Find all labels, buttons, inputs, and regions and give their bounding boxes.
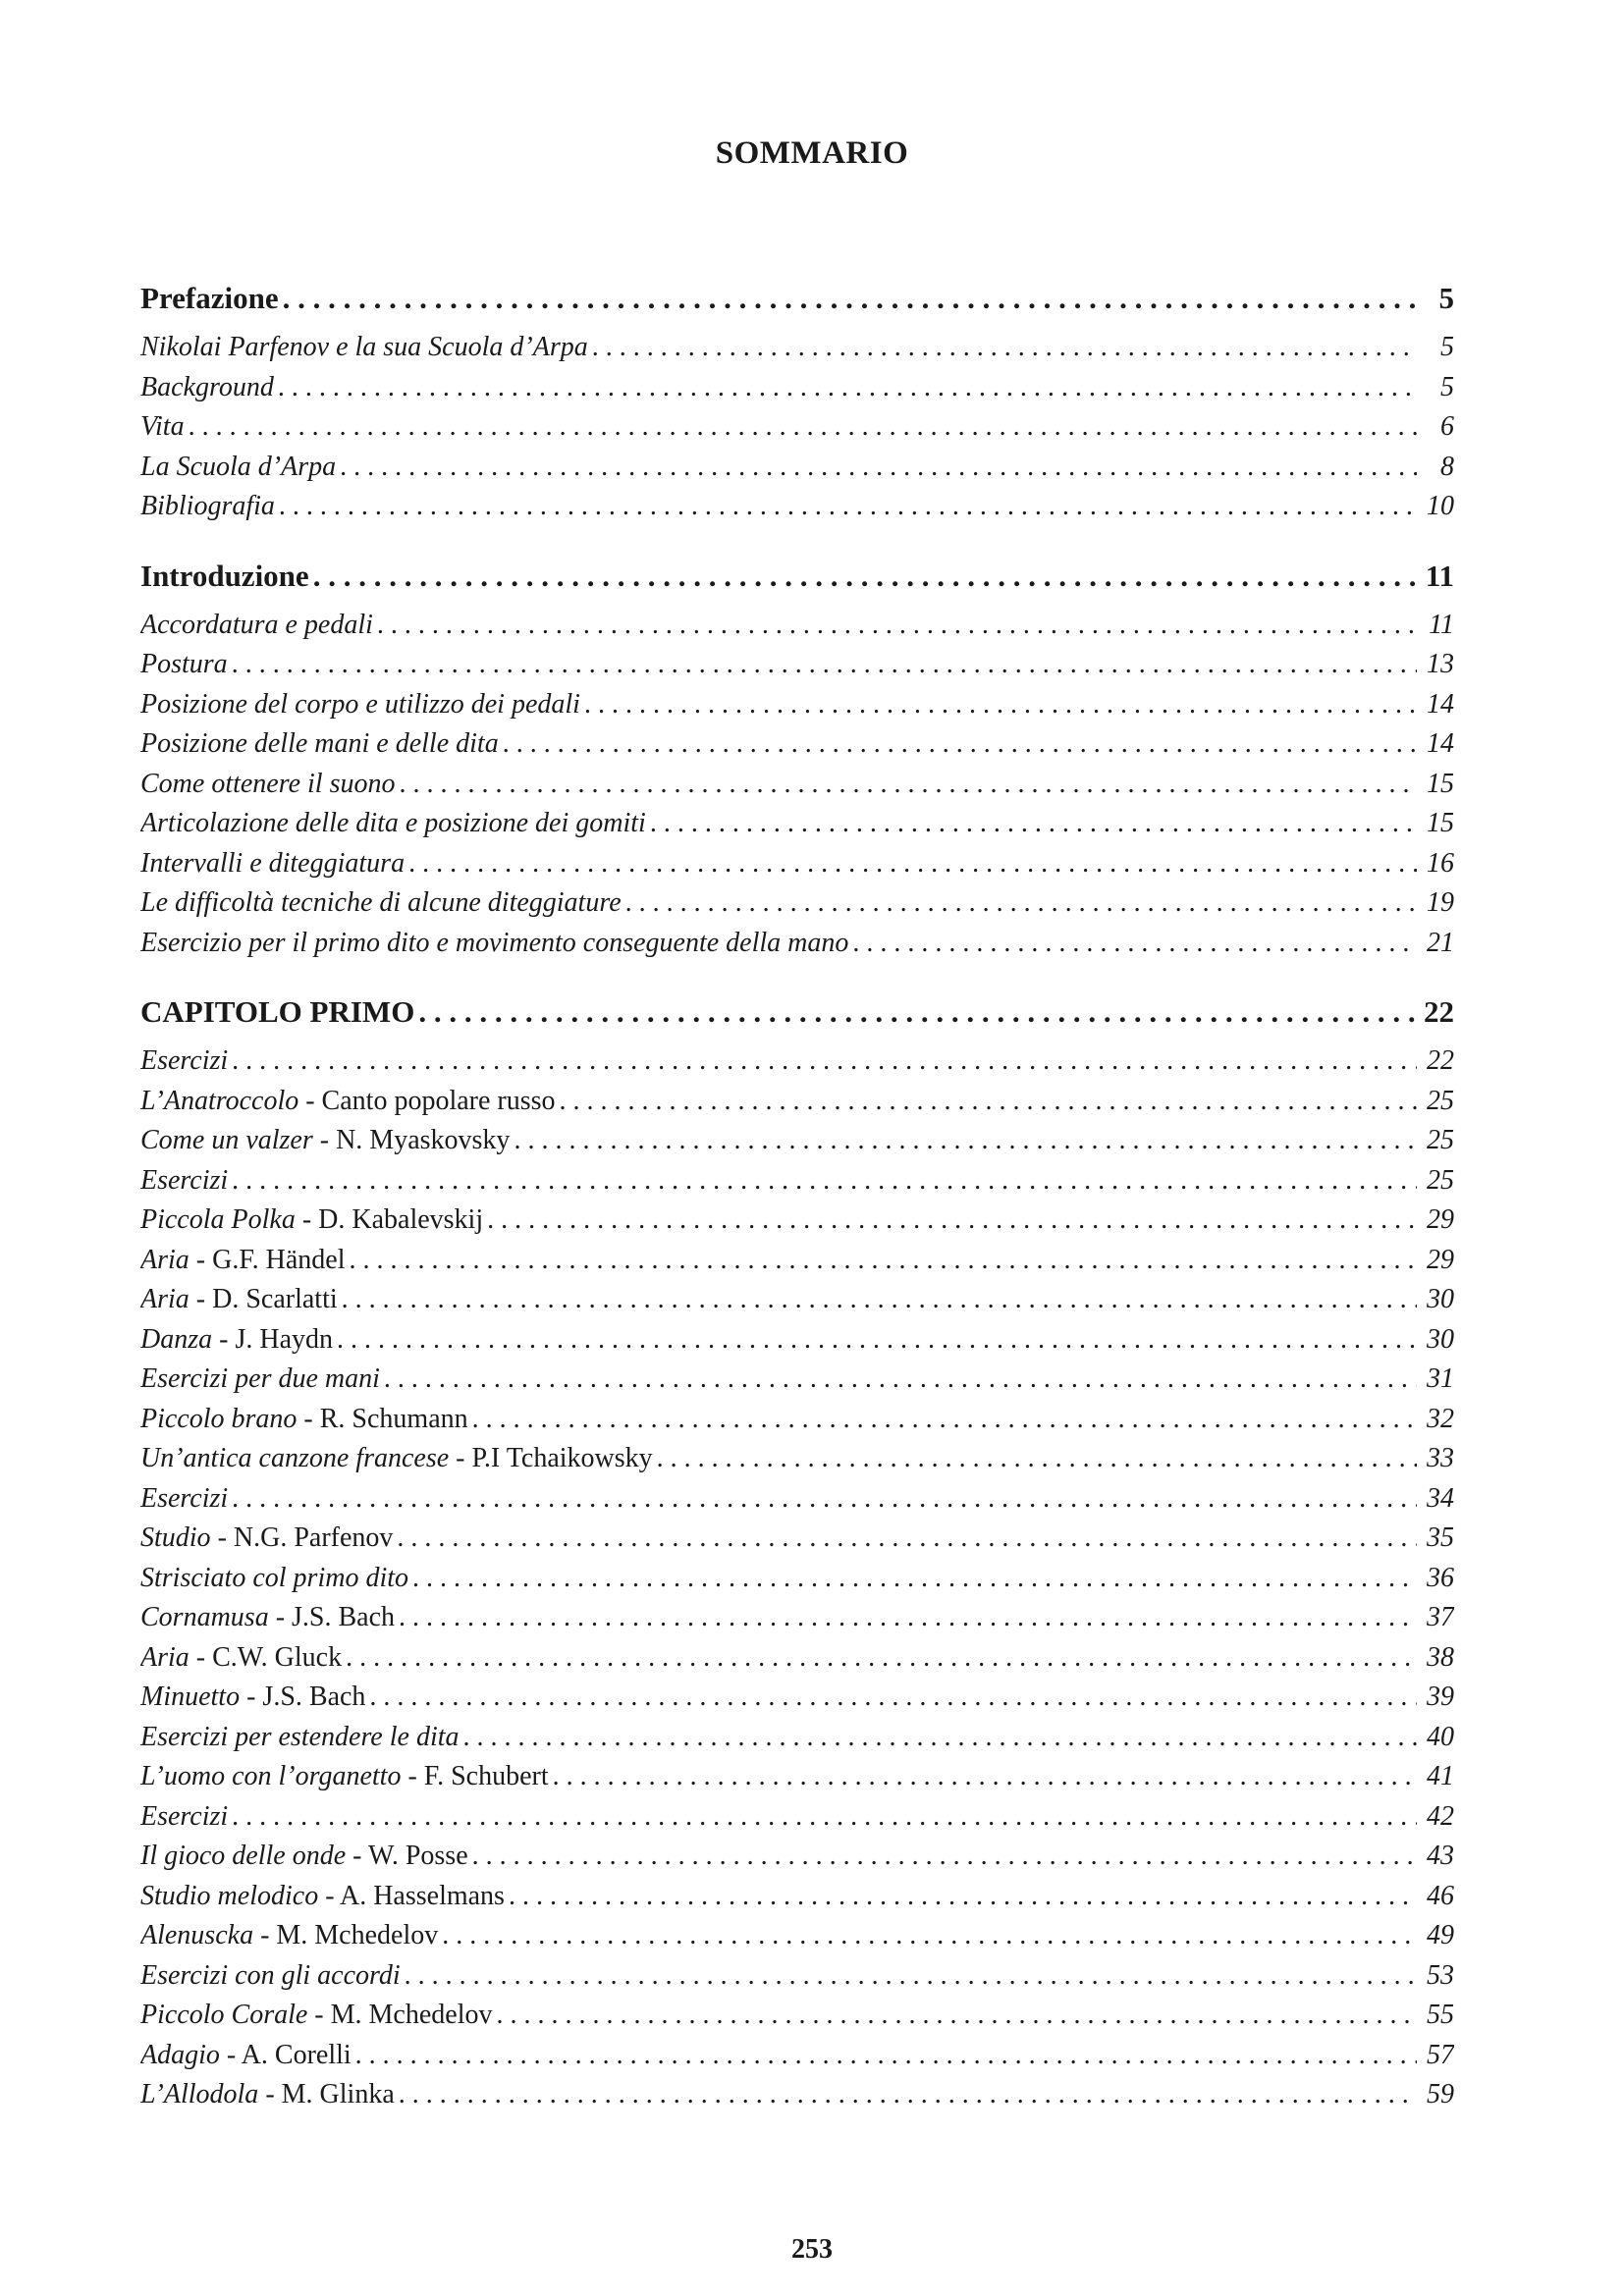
entry-label bbox=[140, 765, 395, 805]
entry-title: Esercizi bbox=[140, 1800, 229, 1832]
dot-leader bbox=[496, 1996, 1417, 2036]
toc-entry[interactable] bbox=[140, 1360, 1454, 1400]
toc-entry[interactable] bbox=[140, 1041, 1454, 1082]
toc-entry[interactable] bbox=[140, 804, 1454, 844]
entry-page-number: 19 bbox=[1427, 887, 1454, 918]
toc-section-heading[interactable] bbox=[140, 553, 1454, 600]
entry-author: - M. Glinka bbox=[258, 2079, 395, 2109]
entry-author: - D. Scarlatti bbox=[189, 1284, 338, 1314]
entry-page-number: 15 bbox=[1427, 768, 1454, 799]
toc-entry[interactable] bbox=[140, 1241, 1454, 1281]
entry-label bbox=[140, 1877, 505, 1917]
entry-page-number: 39 bbox=[1427, 1682, 1454, 1712]
toc-entry[interactable] bbox=[140, 1121, 1454, 1161]
dot-leader bbox=[399, 1598, 1417, 1638]
dot-leader bbox=[279, 487, 1417, 527]
entry-title: Background bbox=[140, 371, 274, 402]
toc-entry[interactable] bbox=[140, 1797, 1454, 1838]
entry-author: - D. Kabalevskij bbox=[295, 1204, 484, 1235]
dot-leader bbox=[408, 844, 1417, 884]
dot-leader bbox=[232, 1479, 1417, 1520]
entry-author: - M. Mchedelov bbox=[253, 1920, 439, 1950]
toc-entry[interactable] bbox=[140, 1439, 1454, 1479]
dot-leader bbox=[657, 1439, 1417, 1479]
toc-entry[interactable] bbox=[140, 1718, 1454, 1758]
entry-title: Le difficoltà tecniche di alcune diteggiature bbox=[140, 887, 622, 918]
entry-label bbox=[140, 1598, 395, 1638]
entry-page-number: 5 bbox=[1440, 371, 1454, 402]
toc-entry[interactable] bbox=[140, 1996, 1454, 2036]
entry-title: Cornamusa bbox=[140, 1602, 269, 1632]
entry-label bbox=[140, 1041, 228, 1082]
entry-page-number: 15 bbox=[1427, 808, 1454, 838]
entry-label bbox=[140, 1678, 365, 1718]
dot-leader bbox=[852, 924, 1417, 964]
entry-page-number: 38 bbox=[1427, 1641, 1454, 1673]
entry-label bbox=[140, 645, 228, 685]
entry-page-number: 37 bbox=[1427, 1602, 1454, 1632]
dot-leader bbox=[592, 328, 1417, 368]
toc-entry[interactable] bbox=[140, 606, 1454, 646]
dot-leader bbox=[232, 1041, 1417, 1082]
dot-leader bbox=[463, 1718, 1417, 1758]
entry-label bbox=[140, 1559, 408, 1599]
toc-entry[interactable] bbox=[140, 1837, 1454, 1877]
dot-leader bbox=[278, 368, 1417, 408]
dot-leader bbox=[405, 1956, 1417, 1997]
dot-leader bbox=[412, 1559, 1417, 1599]
entry-page-number: 41 bbox=[1427, 1761, 1454, 1791]
dot-leader bbox=[232, 1161, 1417, 1201]
dot-leader bbox=[342, 1280, 1417, 1320]
entry-title: Vita bbox=[140, 411, 185, 442]
entry-page-number: 16 bbox=[1427, 847, 1454, 879]
entry-label bbox=[140, 804, 646, 844]
entry-title: Esercizi con gli accordi bbox=[140, 1959, 401, 1991]
entry-page-number: 43 bbox=[1427, 1841, 1454, 1871]
toc-entry[interactable] bbox=[140, 1559, 1454, 1599]
dot-leader bbox=[553, 1757, 1417, 1797]
entry-title: Come un valzer bbox=[140, 1125, 313, 1155]
entry-title: Piccola Polka bbox=[140, 1204, 296, 1235]
entry-page-number: 31 bbox=[1427, 1363, 1454, 1394]
toc-entry[interactable] bbox=[140, 1519, 1454, 1559]
dot-leader bbox=[472, 1837, 1417, 1877]
entry-label bbox=[140, 1201, 483, 1241]
dot-leader bbox=[337, 1320, 1417, 1361]
toc-entry[interactable] bbox=[140, 645, 1454, 685]
dot-leader bbox=[487, 1201, 1417, 1241]
entry-page-number: 46 bbox=[1427, 1880, 1454, 1911]
entry-label bbox=[140, 685, 580, 725]
entry-page-number: 6 bbox=[1440, 411, 1454, 442]
entry-page-number: 42 bbox=[1427, 1800, 1454, 1832]
entry-title: Piccolo Corale bbox=[140, 2000, 308, 2030]
entry-label bbox=[140, 1479, 228, 1520]
toc-entry[interactable] bbox=[140, 2036, 1454, 2076]
entry-title: Aria bbox=[140, 1244, 189, 1275]
entry-label bbox=[140, 1439, 653, 1479]
entry-author: - M. Mchedelov bbox=[307, 2000, 493, 2030]
entry-page-number: 35 bbox=[1427, 1522, 1454, 1553]
entry-page-number: 14 bbox=[1427, 728, 1454, 759]
entry-page-number: 14 bbox=[1427, 688, 1454, 720]
entry-title: La Scuola d’Arpa bbox=[140, 451, 337, 482]
entry-title: Piccolo brano bbox=[140, 1403, 298, 1434]
entry-page-number: 11 bbox=[1429, 609, 1454, 640]
dot-leader bbox=[350, 1241, 1417, 1281]
entry-title: Esercizi per estendere le dita bbox=[140, 1721, 460, 1752]
dot-leader bbox=[472, 1400, 1417, 1440]
toc-entry[interactable] bbox=[140, 685, 1454, 725]
entry-label bbox=[140, 2075, 395, 2115]
entry-title: Esercizio per il primo dito e movimento conseguente della mano bbox=[140, 927, 849, 958]
entry-page-number: 57 bbox=[1427, 2039, 1454, 2070]
toc-entry[interactable] bbox=[140, 1280, 1454, 1320]
entry-page-number: 30 bbox=[1427, 1284, 1454, 1314]
dot-leader bbox=[625, 883, 1417, 924]
entry-title: Adagio bbox=[140, 2039, 220, 2070]
entry-page-number: 36 bbox=[1427, 1562, 1454, 1593]
toc-entry[interactable] bbox=[140, 1678, 1454, 1718]
section-page-number: 5 bbox=[1438, 281, 1454, 315]
toc-entry[interactable] bbox=[140, 1320, 1454, 1361]
toc-entry[interactable] bbox=[140, 407, 1454, 448]
entry-author: - J. Haydn bbox=[212, 1323, 333, 1355]
entry-author: - J.S. Bach bbox=[240, 1682, 366, 1712]
toc-entry[interactable] bbox=[140, 487, 1454, 527]
entry-title: Posizione delle mani e delle dita bbox=[140, 728, 499, 759]
entry-page-number: 55 bbox=[1427, 2000, 1454, 2030]
entry-label bbox=[140, 1916, 438, 1956]
dot-leader bbox=[650, 804, 1417, 844]
dot-leader bbox=[399, 2075, 1417, 2115]
entry-page-number: 53 bbox=[1427, 1959, 1454, 1991]
dot-leader bbox=[377, 606, 1417, 646]
entry-label bbox=[140, 1320, 333, 1361]
entry-title: Nikolai Parfenov e la sua Scuola d’Arpa bbox=[140, 332, 588, 362]
entry-page-number: 34 bbox=[1427, 1482, 1454, 1514]
entry-title: Aria bbox=[140, 1641, 189, 1673]
entry-title: Esercizi per due mani bbox=[140, 1363, 380, 1394]
entry-page-number: 10 bbox=[1427, 491, 1454, 521]
entry-title: Studio bbox=[140, 1522, 211, 1553]
entry-title: Aria bbox=[140, 1284, 189, 1314]
entry-page-number: 5 bbox=[1440, 332, 1454, 362]
entry-label bbox=[140, 844, 405, 884]
entry-label bbox=[140, 1956, 401, 1997]
entry-page-number: 29 bbox=[1427, 1204, 1454, 1235]
page-number: 253 bbox=[791, 2234, 833, 2265]
entry-author: - A. Hasselmans bbox=[318, 1880, 505, 1911]
entry-title: Alenuscka bbox=[140, 1920, 254, 1950]
entry-title: Accordatura e pedali bbox=[140, 609, 373, 640]
toc-entry[interactable] bbox=[140, 1757, 1454, 1797]
section-heading-label: Introduzione bbox=[140, 558, 309, 593]
entry-author: - Canto popolare russo bbox=[298, 1085, 556, 1116]
entry-label bbox=[140, 1121, 510, 1161]
toc-section bbox=[140, 988, 1454, 2115]
dot-leader bbox=[442, 1916, 1417, 1956]
entry-author: - N. Myaskovsky bbox=[312, 1125, 511, 1155]
toc-section bbox=[140, 275, 1454, 527]
section-heading-label: Prefazione bbox=[140, 281, 279, 315]
entry-label bbox=[140, 883, 622, 924]
entry-page-number: 13 bbox=[1427, 649, 1454, 679]
entry-label bbox=[140, 1797, 228, 1838]
table-of-contents bbox=[140, 275, 1454, 2141]
entry-page-number: 49 bbox=[1427, 1920, 1454, 1950]
entry-author: - P.I Tchaikowsky bbox=[449, 1443, 653, 1473]
entry-title: L’uomo con l’organetto bbox=[140, 1761, 402, 1791]
entry-author: - R. Schumann bbox=[297, 1403, 468, 1434]
entry-label bbox=[140, 724, 499, 765]
entry-title: Il gioco delle onde bbox=[140, 1841, 347, 1871]
dot-leader bbox=[584, 685, 1417, 725]
entry-page-number: 40 bbox=[1427, 1721, 1454, 1752]
entry-page-number: 25 bbox=[1427, 1085, 1454, 1116]
entry-author: - C.W. Gluck bbox=[189, 1641, 343, 1673]
entry-page-number: 25 bbox=[1427, 1164, 1454, 1196]
dot-leader bbox=[560, 1082, 1417, 1122]
entry-title: Come ottenere il suono bbox=[140, 768, 396, 799]
entry-title: Studio melodico bbox=[140, 1880, 319, 1911]
entry-label bbox=[140, 1360, 380, 1400]
entry-title: Articolazione delle dita e posizione dei gomiti bbox=[140, 808, 646, 838]
dot-leader bbox=[340, 448, 1417, 488]
dot-leader bbox=[397, 1519, 1417, 1559]
entry-label bbox=[140, 1161, 228, 1201]
entry-page-number: 59 bbox=[1427, 2079, 1454, 2109]
entry-label bbox=[140, 1757, 549, 1797]
entry-title: Bibliografia bbox=[140, 491, 275, 521]
entry-title: Esercizi bbox=[140, 1482, 229, 1514]
entry-page-number: 22 bbox=[1427, 1045, 1454, 1076]
entry-label bbox=[140, 1996, 492, 2036]
entry-title: Un’antica canzone francese bbox=[140, 1443, 450, 1473]
entry-label bbox=[140, 1519, 393, 1559]
entry-page-number: 32 bbox=[1427, 1403, 1454, 1434]
toc-entry[interactable] bbox=[140, 883, 1454, 924]
toc-entry[interactable] bbox=[140, 368, 1454, 408]
dot-leader bbox=[189, 407, 1417, 448]
entry-label bbox=[140, 368, 274, 408]
toc-entry[interactable] bbox=[140, 328, 1454, 368]
entry-title: Intervalli e diteggiatura bbox=[140, 847, 406, 879]
entry-label bbox=[140, 1280, 338, 1320]
toc-section bbox=[140, 553, 1454, 964]
entry-page-number: 30 bbox=[1427, 1323, 1454, 1355]
entry-title: L’Anatroccolo bbox=[140, 1085, 299, 1116]
dot-leader bbox=[369, 1678, 1417, 1718]
toc-entry[interactable] bbox=[140, 1082, 1454, 1122]
entry-label bbox=[140, 487, 275, 527]
entry-label bbox=[140, 2036, 352, 2076]
entry-title: Esercizi bbox=[140, 1045, 229, 1076]
toc-entry[interactable] bbox=[140, 1598, 1454, 1638]
toc-section-heading[interactable] bbox=[140, 988, 1454, 1036]
dot-leader bbox=[355, 2036, 1417, 2076]
toc-entry[interactable] bbox=[140, 448, 1454, 488]
entry-title: Minuetto bbox=[140, 1682, 241, 1712]
toc-entry[interactable] bbox=[140, 765, 1454, 805]
entry-label bbox=[140, 1718, 460, 1758]
toc-entry[interactable] bbox=[140, 1161, 1454, 1201]
entry-title: Danza bbox=[140, 1323, 213, 1355]
entry-page-number: 33 bbox=[1427, 1443, 1454, 1473]
entry-label bbox=[140, 1837, 468, 1877]
entry-label bbox=[140, 1082, 556, 1122]
page-title: SOMMARIO bbox=[715, 135, 909, 171]
dot-leader bbox=[232, 645, 1417, 685]
entry-title: Posizione del corpo e utilizzo dei pedali bbox=[140, 688, 580, 720]
dot-leader bbox=[509, 1877, 1417, 1917]
entry-label bbox=[140, 448, 336, 488]
toc-entry[interactable] bbox=[140, 2075, 1454, 2115]
dot-leader bbox=[503, 724, 1417, 765]
dot-leader bbox=[384, 1360, 1417, 1400]
toc-entry[interactable] bbox=[140, 1956, 1454, 1997]
entry-label bbox=[140, 1638, 342, 1679]
dot-leader bbox=[232, 1797, 1417, 1838]
entry-author: - G.F. Händel bbox=[189, 1244, 346, 1275]
section-page-number: 22 bbox=[1424, 994, 1454, 1029]
entry-page-number: 8 bbox=[1440, 451, 1454, 482]
entry-page-number: 25 bbox=[1427, 1125, 1454, 1155]
toc-entry[interactable] bbox=[140, 1479, 1454, 1520]
toc-entry[interactable] bbox=[140, 844, 1454, 884]
toc-entry[interactable] bbox=[140, 1916, 1454, 1956]
toc-entry[interactable] bbox=[140, 724, 1454, 765]
entry-label bbox=[140, 1400, 468, 1440]
dot-leader bbox=[313, 553, 1417, 600]
toc-section-heading[interactable] bbox=[140, 275, 1454, 322]
entry-label bbox=[140, 407, 185, 448]
dot-leader bbox=[399, 765, 1417, 805]
entry-author: - F. Schubert bbox=[401, 1761, 549, 1791]
entry-title: Postura bbox=[140, 649, 228, 679]
entry-author: - N.G. Parfenov bbox=[210, 1522, 394, 1553]
toc-entry[interactable] bbox=[140, 924, 1454, 964]
entry-title: Strisciato col primo dito bbox=[140, 1562, 408, 1593]
dot-leader bbox=[346, 1638, 1417, 1679]
entry-label bbox=[140, 328, 588, 368]
section-heading-label: CAPITOLO PRIMO bbox=[140, 994, 415, 1029]
dot-leader bbox=[283, 275, 1417, 322]
entry-author: - A. Corelli bbox=[219, 2039, 352, 2070]
entry-page-number: 29 bbox=[1427, 1244, 1454, 1275]
dot-leader bbox=[418, 988, 1417, 1036]
toc-entry[interactable] bbox=[140, 1638, 1454, 1679]
dot-leader bbox=[514, 1121, 1417, 1161]
toc-entry[interactable] bbox=[140, 1877, 1454, 1917]
entry-label bbox=[140, 606, 373, 646]
section-page-number: 11 bbox=[1425, 558, 1454, 593]
entry-author: - J.S. Bach bbox=[268, 1602, 396, 1632]
toc-entry[interactable] bbox=[140, 1400, 1454, 1440]
toc-entry[interactable] bbox=[140, 1201, 1454, 1241]
entry-title: L’Allodola bbox=[140, 2079, 259, 2109]
entry-page-number: 21 bbox=[1427, 927, 1454, 958]
entry-author: - W. Posse bbox=[346, 1841, 468, 1871]
entry-label bbox=[140, 924, 848, 964]
entry-title: Esercizi bbox=[140, 1164, 229, 1196]
entry-label bbox=[140, 1241, 346, 1281]
